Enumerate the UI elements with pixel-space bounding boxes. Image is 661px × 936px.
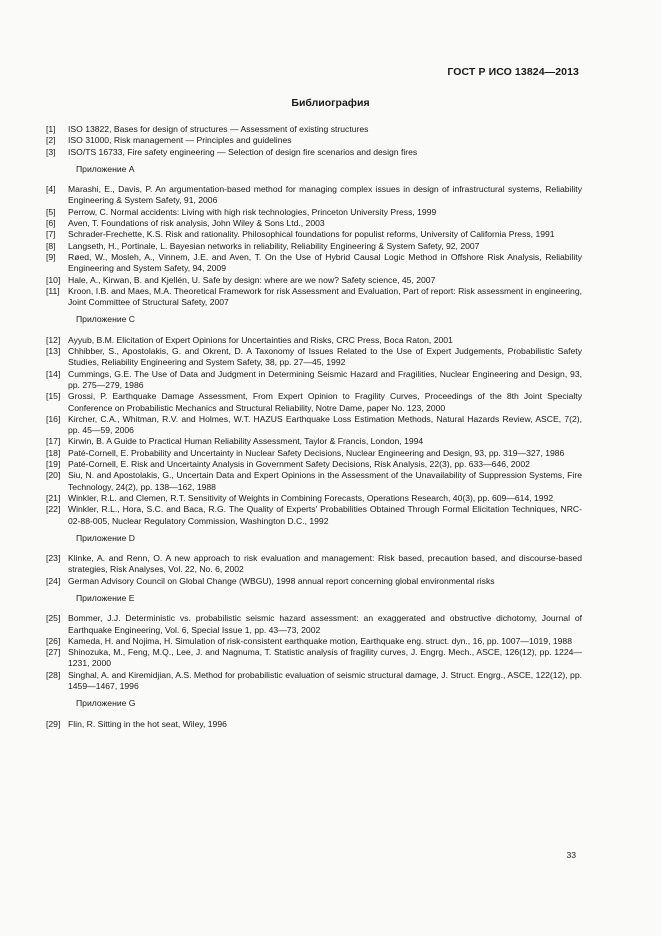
reference-entry [46, 459, 582, 470]
reference-number: [17] [46, 436, 61, 447]
reference-entry [46, 218, 582, 229]
reference-text: Hale, A., Kirwan, B. and Kjellén, U. Safe by design: where are we now? Safety science, 45, 2007 [68, 274, 436, 285]
reference-text: Winkler, R.L. and Clemen, R.T. Sensitivity of Weights in Combining Forecasts, Operations Research, 40(3), pp. 609—614, 1992 [68, 492, 554, 503]
appendix-heading: Приложение G [76, 698, 136, 709]
reference-number: [19] [46, 459, 61, 470]
reference-text: Grossi, P. Earthquake Damage Assessment, From Expert Opinion to Fragility Curves, Proceedings of the 8th Joint Specialty Conference on Probabilistic Mechanics and Structural Reliability, Notre Dame, paper No. 123, 2000 [68, 391, 582, 413]
reference-text: Kirwin, B. A Guide to Practical Human Reliability Assessment, Taylor & Francis, London, 1994 [68, 436, 424, 447]
reference-text: Paté-Cornell, E. Risk and Uncertainty Analysis in Government Safety Decisions, Risk Analysis, 22(3), pp. 633—646, 2002 [68, 459, 530, 470]
reference-text: ISO 31000, Risk management — Principles and guidelines [68, 135, 292, 146]
reference-entry [46, 147, 582, 158]
reference-number: [1] [46, 124, 56, 134]
reference-number: [13] [46, 346, 61, 357]
reference-entry [46, 504, 582, 527]
reference-number: [11] [46, 285, 60, 296]
reference-text: Perrow, C. Normal accidents: Living with high risk technologies, Princeton University Press, 1999 [68, 206, 437, 217]
reference-number: [15] [46, 391, 61, 402]
reference-entry [46, 448, 582, 459]
page-title: Библиография [291, 97, 370, 109]
reference-number: [10] [46, 274, 61, 285]
reference-number: [3] [46, 146, 56, 157]
reference-entry [46, 553, 582, 576]
reference-entry [46, 636, 582, 647]
reference-number: [25] [46, 613, 61, 624]
reference-text: Røed, W., Mosleh, A., Vinnem, J.E. and Aven, T. On the Use of Hybrid Causal Logic Method in Offshore Risk Analysis, Reliability Engineering and System Safety, 94, 2009 [68, 251, 582, 274]
appendix-heading: Приложение С [76, 314, 135, 325]
reference-number: [22] [46, 504, 61, 515]
reference-entry [46, 670, 582, 693]
reference-entry [46, 275, 582, 286]
reference-number: [4] [46, 184, 56, 195]
reference-number: [14] [46, 368, 61, 379]
reference-text: Siu, N. and Apostolakis, G., Uncertain Data and Expert Opinions in the Assessment of the Unavailability of Suppression Systems, Fire Technology, 24(2), pp. 138—162, 1988 [68, 470, 582, 492]
page-number: 33 [566, 850, 576, 860]
reference-number: [7] [46, 229, 56, 240]
reference-text: Aven, T. Foundations of risk analysis, John Wiley & Sons Ltd., 2003 [68, 218, 325, 229]
reference-entry [46, 470, 582, 493]
reference-text: Chhibber, S., Apostolakis, G. and Okrent, D. A Taxonomy of Issues Related to the Use of Expert Judgements, Probabilistic Safety Studies, Reliability Engineering and System Safety, 38, pp. 27—45, 1992 [68, 346, 582, 368]
reference-number: [8] [46, 240, 56, 251]
reference-entry [46, 252, 582, 275]
appendix-heading: Приложение Е [76, 592, 135, 603]
reference-text: Bommer, J.J. Deterministic vs. probabilistic seismic hazard assessment: an exaggerated and obstructive dichotomy, Journal of Earthquake Engineering, Vol. 6, Special Issue 1, pp. 43—73, 2002 [68, 613, 582, 635]
reference-text: Singhal, A. and Kiremidjian, A.S. Method for probabilistic evaluation of seismic structural damage, J. Struct. Engrg., ASCE, 122(12), pp. 1459—1467, 1996 [68, 669, 582, 692]
reference-number: [9] [46, 251, 56, 262]
appendix-heading: Приложение D [76, 532, 135, 543]
appendix-heading: Приложение А [76, 163, 135, 174]
reference-entry [46, 124, 582, 135]
reference-entry [46, 229, 582, 240]
reference-number: [16] [46, 413, 61, 424]
reference-entry [46, 241, 582, 252]
reference-text: Flin, R. Sitting in the hot seat, Wiley, 1996 [68, 718, 227, 729]
reference-text: Cummings, G.E. The Use of Data and Judgment in Determining Seismic Hazard and Fragilities, Nuclear Engineering and Design, 93, pp. 275—279, 1986 [68, 368, 582, 390]
reference-entry [46, 184, 582, 207]
reference-text: Langseth, H., Portinale, L. Bayesian networks in reliability, Reliability Engineering & System Safety, 92, 2007 [68, 240, 480, 251]
reference-number: [12] [46, 334, 61, 345]
bibliography-list [46, 124, 582, 730]
reference-entry [46, 493, 582, 504]
reference-entry [46, 414, 582, 437]
reference-number: [27] [46, 647, 61, 658]
reference-text: Paté-Cornell, E. Probability and Uncertainty in Nuclear Safety Decisions, Nuclear Engineering and Design, 93, pp. 319—327, 1986 [68, 447, 565, 458]
reference-entry [46, 346, 582, 369]
reference-entry [46, 335, 582, 346]
reference-entry [46, 207, 582, 218]
reference-number: [28] [46, 669, 61, 680]
reference-number: [29] [46, 718, 61, 729]
reference-number: [26] [46, 635, 61, 646]
reference-text: Ayyub, B.M. Elicitation of Expert Opinions for Uncertainties and Risks, CRC Press, Boca Raton, 2001 [68, 334, 453, 345]
reference-text: Winkler, R.L., Hora, S.C. and Baca, R.G. The Quality of Experts' Probabilities Obtained Through Formal Elicitation Techniques, NRC-02-88-005, Nuclear Regulatory Commission, Washington D.C., 1992 [68, 504, 582, 526]
reference-text: ISO 13822, Bases for design of structures — Assessment of existing structures [68, 124, 369, 134]
reference-number: [21] [46, 492, 61, 503]
reference-text: German Advisory Council on Global Change (WBGU), 1998 annual report concerning global environmental risks [68, 575, 495, 586]
reference-text: Shinozuka, M., Feng, M.Q., Lee, J. and Nagnuma, T. Statistic analysis of fragility curves, J. Engrg. Mech., ASCE, 126(12), pp. 1224—1231, 2000 [68, 647, 582, 669]
reference-number: [24] [46, 575, 61, 586]
reference-entry [46, 576, 582, 587]
reference-text: ISO/TS 16733, Fire safety engineering — Selection of design fire scenarios and design fires [68, 146, 418, 157]
reference-text: Marashi, E., Davis, P. An argumentation-based method for managing complex issues in design of infrastructural systems, Reliability Engineering & System Safety, 91, 2006 [68, 184, 582, 206]
reference-entry [46, 369, 582, 392]
document-code: ГОСТ Р ИСО 13824—2013 [447, 66, 579, 78]
reference-text: Kroon, I.B. and Maes, M.A. Theoretical Framework for risk Assessment and Evaluation, Part of report: Risk assessment in engineering, Joint Committee of Structural Safety, 2007 [68, 285, 582, 308]
reference-entry [46, 391, 582, 414]
reference-number: [18] [46, 447, 61, 458]
reference-entry [46, 719, 582, 730]
reference-text: Klinke, A. and Renn, O. A new approach to risk evaluation and management: Risk based, precaution based, and discourse-based strategies, Risk Analyses, Vol. 22, No. 6, 2002 [68, 553, 582, 575]
reference-text: Kircher, C.A., Whitman, R.V. and Holmes, W.T. HAZUS Earthquake Loss Estimation Methods, Natural Hazards Review, ASCE, 7(2), pp. 45—59, 2006 [68, 413, 582, 436]
reference-entry [46, 286, 582, 309]
reference-number: [23] [46, 553, 61, 564]
reference-text: Kameda, H. and Nojima, H. Simulation of risk-consistent earthquake motion, Earthquake eng. struct. dyn., 16, pp. 1007—1019, 1988 [68, 635, 572, 646]
reference-entry [46, 135, 582, 146]
reference-entry [46, 436, 582, 447]
reference-number: [2] [46, 135, 56, 146]
reference-number: [20] [46, 470, 61, 481]
reference-entry [46, 647, 582, 670]
reference-entry [46, 613, 582, 636]
reference-number: [5] [46, 206, 56, 217]
reference-number: [6] [46, 218, 56, 229]
reference-text: Schrader-Frechette, K.S. Risk and rationality. Philosophical foundations for populist reforms, University of California Press, 1991 [68, 229, 555, 240]
